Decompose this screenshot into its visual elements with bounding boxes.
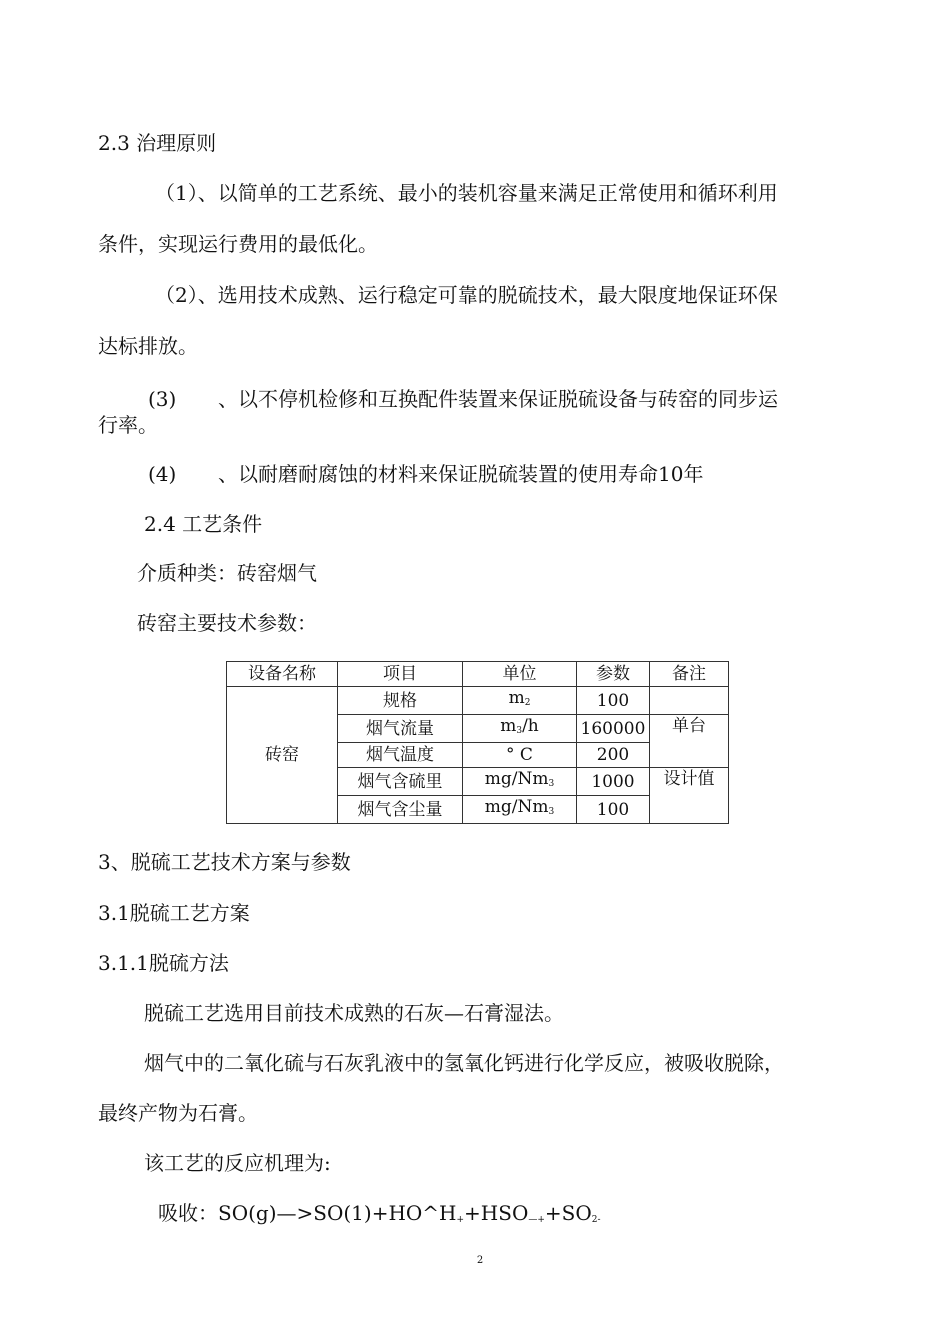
note-cell-design-value: 设计值 (650, 768, 729, 824)
paragraph-2-continued: 达标排放。 (98, 334, 198, 358)
paragraph-5: 脱硫工艺选用目前技术成熟的石灰—石膏湿法。 (144, 1001, 564, 1025)
paragraph-7: 该工艺的反应机理为: (144, 1151, 331, 1175)
section-heading-3: 3、脱硫工艺技术方案与参数 (98, 850, 351, 874)
section-heading-2-4: 2.4 工艺条件 (144, 512, 263, 536)
note-cell-single-unit: 单台 (650, 715, 729, 768)
item-cell: 烟气温度 (338, 743, 463, 768)
header-unit: 单位 (463, 662, 577, 687)
paragraph-3-continued: 行率。 (98, 413, 158, 437)
device-cell: 砖窑 (227, 687, 338, 824)
header-note: 备注 (650, 662, 729, 687)
item-cell: 规格 (338, 687, 463, 715)
paragraph-2: （2）、选用技术成熟、运行稳定可靠的脱硫技术，最大限度地保证环保 (155, 283, 778, 307)
section-heading-3-1-1: 3.1.1脱硫方法 (98, 951, 229, 975)
value-cell: 100 (577, 687, 650, 715)
reaction-equation: 吸收：$SO(g)—>SO(1)+HO\^{}H_++HSO_{—+}+SO_{2-}$ (158, 1201, 601, 1225)
value-cell: 200 (577, 743, 650, 768)
note-cell (650, 687, 729, 715)
paragraph-4-number: (4) (148, 462, 177, 486)
unit-cell: $m_2$ (463, 687, 577, 715)
header-device: 设备名称 (227, 662, 338, 687)
unit-cell: ° C (463, 743, 577, 768)
header-item: 项目 (338, 662, 463, 687)
section-heading-3-1: 3.1脱硫工艺方案 (98, 901, 250, 925)
paragraph-1: （1）、以简单的工艺系统、最小的装机容量来满足正常使用和循环利用 (155, 181, 778, 205)
paragraph-4: 、以耐磨耐腐蚀的材料来保证脱硫装置的使用寿命10年 (218, 462, 704, 486)
unit-cell: $mg/Nm_3$ (463, 796, 577, 824)
table-row (227, 687, 729, 715)
paragraph-6-continued: 最终产物为石膏。 (98, 1101, 258, 1125)
header-value: 参数 (577, 662, 650, 687)
item-cell: 烟气含硫里 (338, 768, 463, 796)
item-cell: 烟气含尘量 (338, 796, 463, 824)
paragraph-3-number: (3) (148, 387, 177, 411)
table-header-row (227, 662, 729, 687)
params-intro: 砖窑主要技术参数： (137, 611, 317, 635)
paragraph-1-continued: 条件，实现运行费用的最低化。 (98, 232, 378, 256)
page-number: 2 (476, 1255, 484, 1266)
value-cell: 1000 (577, 768, 650, 796)
section-heading-2-3: 2.3 治理原则 (98, 131, 217, 155)
paragraph-6: 烟气中的二氧化硫与石灰乳液中的氢氧化钙进行化学反应，被吸收脱除， (144, 1051, 784, 1075)
kiln-parameters-table (226, 661, 729, 824)
unit-cell: $m_3/h$ (463, 715, 577, 743)
item-cell: 烟气流量 (338, 715, 463, 743)
value-cell: 100 (577, 796, 650, 824)
unit-cell: $mg/Nm_3$ (463, 768, 577, 796)
medium-type: 介质种类：砖窑烟气 (137, 561, 317, 585)
value-cell: 160000 (577, 715, 650, 743)
paragraph-3: 、以不停机检修和互换配件装置来保证脱硫设备与砖窑的同步运 (218, 387, 778, 411)
